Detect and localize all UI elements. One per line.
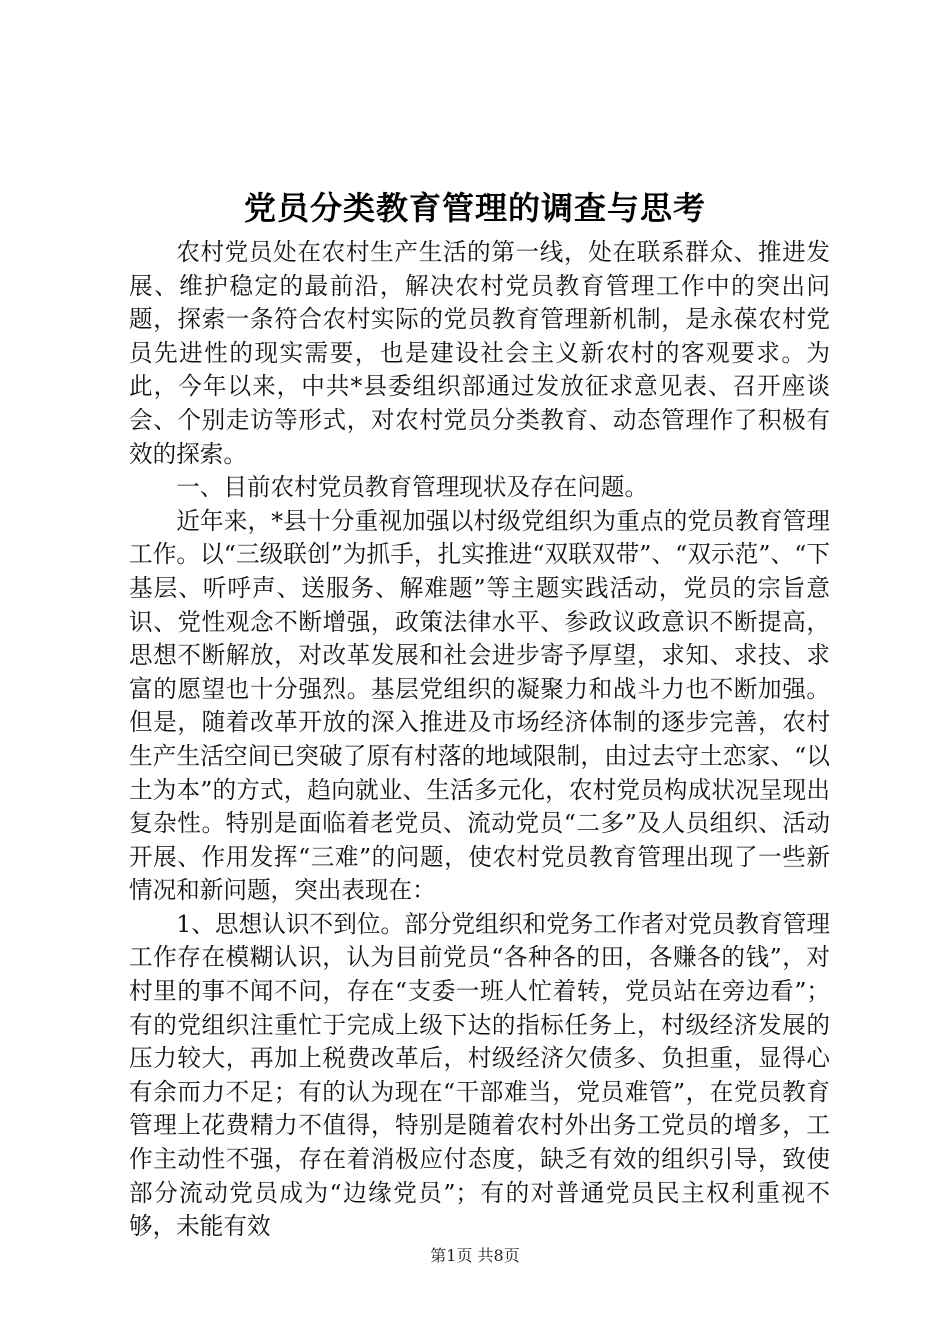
document-title: 党员分类教育管理的调查与思考 [243, 189, 706, 227]
page-footer [0, 1245, 950, 1267]
section-heading-1: 一、目前农村党员教育管理现状及存在问题。 [176, 473, 649, 502]
paragraph-intro: 农村党员处在农村生产生活的第一线，处在联系群众、推进发展、维护稳定的最前沿，解决农村党员教育管理工作中的突出问题，探索一条符合农村实际的党员教育管理新机制，是永葆农村党员先进性的现实需要，也是建设社会主义新农村的客观要求。为此，今年以来，中共*县委组织部通过发放征求意见表、召开座谈会、个别走访等形式，对农村党员分类教育、动态管理作了积极有效的探索。 [129, 238, 830, 468]
page-total: 共8页 [477, 1246, 520, 1265]
paragraph-status: 近年来，*县十分重视加强以村级党组织为重点的党员教育管理工作。以“三级联创”为抓手，扎实推进“双联双带”、“双示范”、“下基层、听呼声、送服务、解难题”等主题实践活动，党员的宗旨意识、党性观念不断增强，政策法律水平、参政议政意识不断提高，思想不断解放，对改革发展和社会进步寄予厚望，求知、求技、求富的愿望也十分强烈。基层党组织的凝聚力和战斗力也不断加强。但是，随着改革开放的深入推进及市场经济体制的逐步完善，农村生产生活空间已突破了原有村落的地域限制，由过去守土恋家、“以土为本”的方式，趋向就业、生活多元化，农村党员构成状况呈现出复杂性。特别是面临着老党员、流动党员“二多”及人员组织、活动开展、作用发挥“三难”的问题，使农村党员教育管理出现了一些新情况和新问题，突出表现在： [129, 506, 830, 905]
document-body [129, 236, 830, 1244]
page-number: 第1页 [430, 1246, 473, 1265]
paragraph-point-1: 1、思想认识不到位。部分党组织和党务工作者对党员教育管理工作存在模糊认识，认为目前党员“各种各的田，各赚各的钱”，对村里的事不闻不问，存在“支委一班人忙着转，党员站在旁边看”；有的党组织注重忙于完成上级下达的指标任务上，村级经济发展的压力较大，再加上税费改革后，村级经济欠债多、负担重，显得心有余而力不足；有的认为现在“干部难当，党员难管”，在党员教育管理上花费精力不值得，特别是随着农村外出务工党员的增多，工作主动性不强，存在着消极应付态度，缺乏有效的组织引导，致使部分流动党员成为“边缘党员”；有的对普通党员民主权利重视不够，未能有效 [129, 909, 830, 1241]
